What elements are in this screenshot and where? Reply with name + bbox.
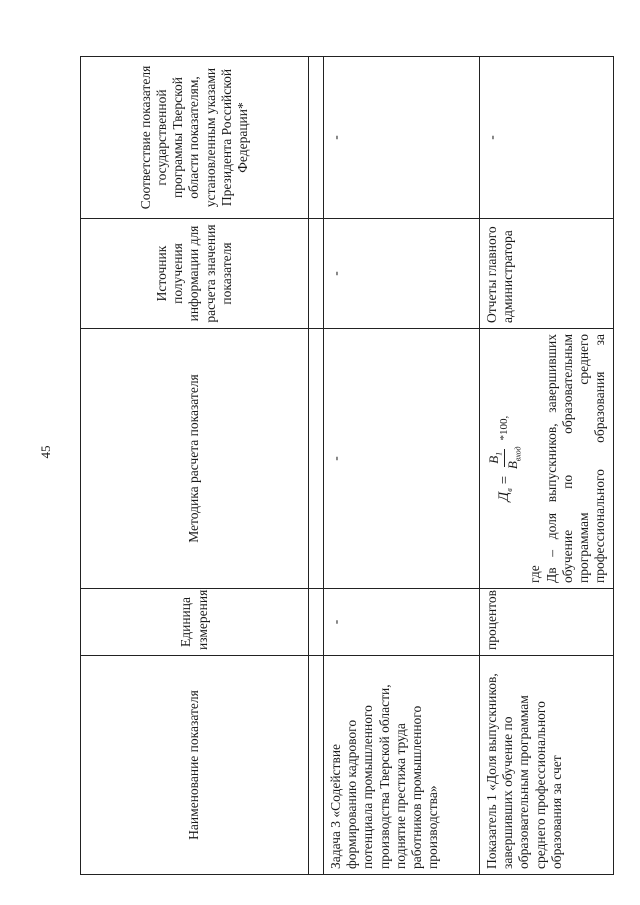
- header-unit: Единица измерения: [81, 589, 309, 656]
- spacer-cell: [309, 329, 324, 589]
- rotated-table-wrapper: [80, 57, 614, 875]
- header-method: Методика расчета показателя: [81, 329, 309, 589]
- row-indicator-compliance: -: [480, 57, 614, 219]
- row-indicator-method: [480, 329, 614, 589]
- indicator-table: [80, 56, 614, 875]
- row-task-name: Задача 3 «Содействие формированию кадрового потенциала промышленного производства Тверской области, поднятие престижа труда работников промышленного производства»: [324, 656, 480, 875]
- row-indicator-unit: процентов: [480, 589, 614, 656]
- row-task-unit: -: [324, 589, 480, 656]
- header-row: [81, 57, 309, 875]
- formula-lhs: $Д_в$: [495, 488, 514, 502]
- formula-tail: *100,: [498, 415, 511, 441]
- spacer-cell: [309, 656, 324, 875]
- table-row-indicator-1: [480, 57, 614, 875]
- method-formula: $Д_в$ = $В_1$ $В_{вход}$ *100,: [486, 415, 523, 502]
- method-where: где: [527, 565, 543, 583]
- row-indicator-name: Показатель 1 «Доля выпускников, завершивших обучение по образовательным программам среднего профессионального образования за счет: [480, 656, 614, 875]
- spacer-cell: [309, 57, 324, 219]
- method-line: Дв – доля выпускников, завершивших: [543, 334, 559, 583]
- row-indicator-source: Отчеты главного администратора: [480, 219, 614, 329]
- row-task-compliance: -: [324, 57, 480, 219]
- method-line: программам среднего: [575, 334, 591, 583]
- header-compliance: Соответствие показателя государственной программы Тверской области показателям, установленным указами Президента Российской Федерации*: [81, 57, 309, 219]
- method-line: профессионального образования за: [592, 334, 608, 583]
- spacer-cell: [309, 219, 324, 329]
- spacer-row: [309, 57, 324, 875]
- method-line: обучение по образовательным: [559, 334, 575, 583]
- row-task-source: -: [324, 219, 480, 329]
- spacer-cell: [309, 589, 324, 656]
- header-source: Источник получения информации для расчета значения показателя: [81, 219, 309, 329]
- page-number: 45: [38, 445, 53, 459]
- formula-fraction: $В_1$ $В_{вход}$: [486, 446, 523, 470]
- table-row-task-3: [324, 57, 480, 875]
- header-name: Наименование показателя: [81, 656, 309, 875]
- row-task-method: -: [324, 329, 480, 589]
